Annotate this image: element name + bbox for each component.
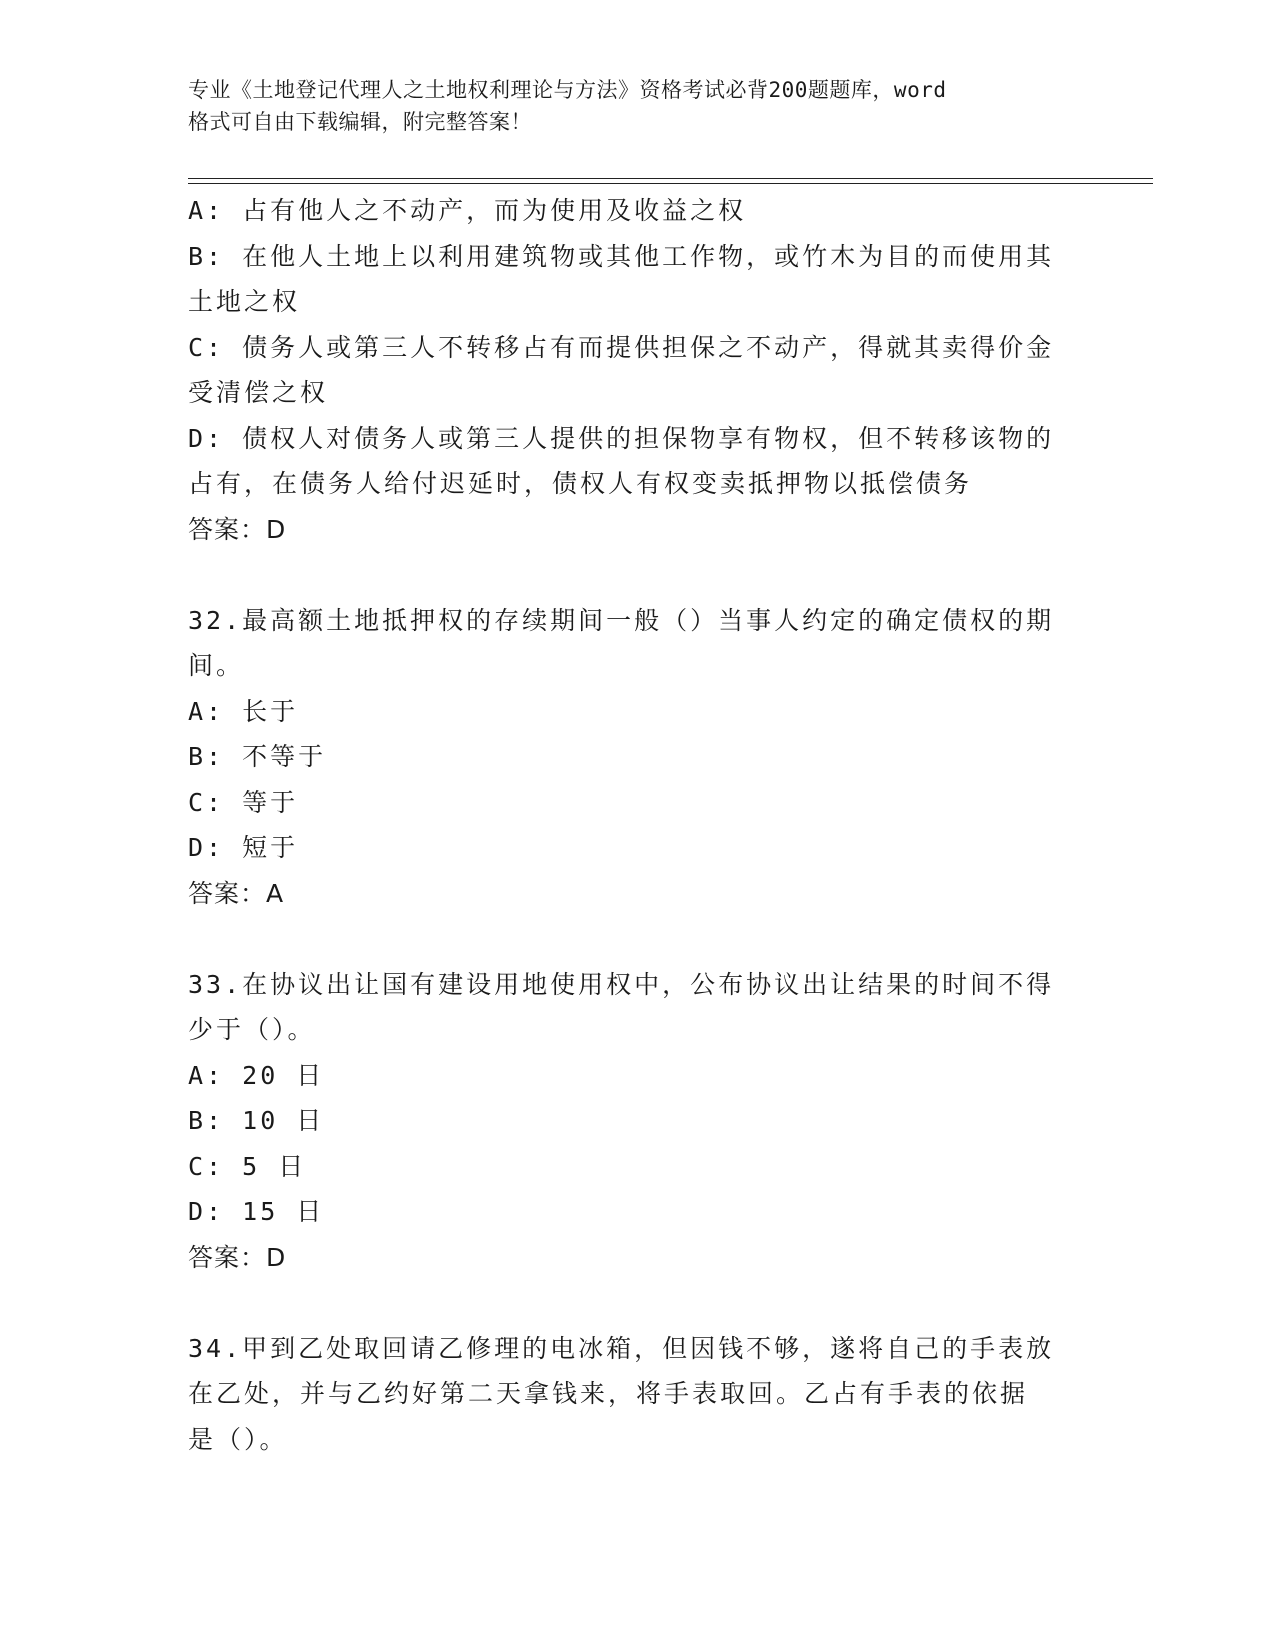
question-33 bbox=[188, 962, 1068, 1281]
spacer bbox=[188, 1280, 1068, 1326]
question-text: 32.最高额土地抵押权的存续期间一般（）当事人约定的确定债权的期 bbox=[188, 605, 1055, 635]
option-d: D: 15 日 bbox=[188, 1197, 325, 1226]
option-c: C: 5 日 bbox=[188, 1151, 307, 1181]
question-text-continued: 在乙处，并与乙约好第二天拿钱来，将手表取回。乙占有手表的依据 bbox=[188, 1379, 1029, 1408]
spacer bbox=[188, 916, 1068, 962]
previous-question bbox=[188, 188, 1068, 552]
header-rule-bottom bbox=[188, 183, 1153, 184]
answer-label: 答案：A bbox=[188, 878, 285, 908]
header-line-2: 格式可自由下载编辑，附完整答案！ bbox=[188, 110, 532, 134]
option-c: C: 等于 bbox=[188, 787, 299, 817]
question-text-continued: 少于（）。 bbox=[188, 1015, 316, 1044]
question-text: 34.甲到乙处取回请乙修理的电冰箱，但因钱不够，遂将自己的手表放 bbox=[188, 1333, 1055, 1363]
question-text: 33.在协议出让国有建设用地使用权中，公布协议出让结果的时间不得 bbox=[188, 969, 1055, 999]
option-b: B: 10 日 bbox=[188, 1106, 325, 1135]
option-d-continued: 占有，在债务人给付迟延时，债权人有权变卖抵押物以抵偿债务 bbox=[188, 469, 973, 498]
option-b: B: 不等于 bbox=[188, 742, 327, 771]
question-32 bbox=[188, 598, 1068, 917]
question-text-continued: 间。 bbox=[188, 651, 245, 680]
option-b: B: 在他人土地上以利用建筑物或其他工作物，或竹木为目的而使用其 bbox=[188, 241, 1055, 271]
option-c: C: 债务人或第三人不转移占有而提供担保之不动产，得就其卖得价金 bbox=[188, 332, 1055, 362]
option-a: A: 占有他人之不动产，而为使用及收益之权 bbox=[188, 196, 747, 225]
option-c-continued: 受清偿之权 bbox=[188, 378, 329, 407]
header-line-1: 专业《土地登记代理人之土地权利理论与方法》资格考试必背200题题库，word bbox=[188, 78, 947, 102]
option-b-continued: 土地之权 bbox=[188, 287, 301, 316]
answer-label: 答案：D bbox=[188, 514, 287, 544]
document-header bbox=[188, 74, 1068, 138]
question-34 bbox=[188, 1326, 1068, 1463]
header-rule-top bbox=[188, 178, 1153, 179]
answer-label: 答案：D bbox=[188, 1242, 287, 1272]
option-a: A: 20 日 bbox=[188, 1060, 325, 1090]
spacer bbox=[188, 552, 1068, 598]
option-d: D: 短于 bbox=[188, 833, 299, 862]
question-content bbox=[188, 188, 1068, 1462]
question-text-continued: 是（）。 bbox=[188, 1424, 288, 1454]
option-a: A: 长于 bbox=[188, 696, 299, 726]
option-d: D: 债权人对债务人或第三人提供的担保物享有物权，但不转移该物的 bbox=[188, 423, 1055, 453]
